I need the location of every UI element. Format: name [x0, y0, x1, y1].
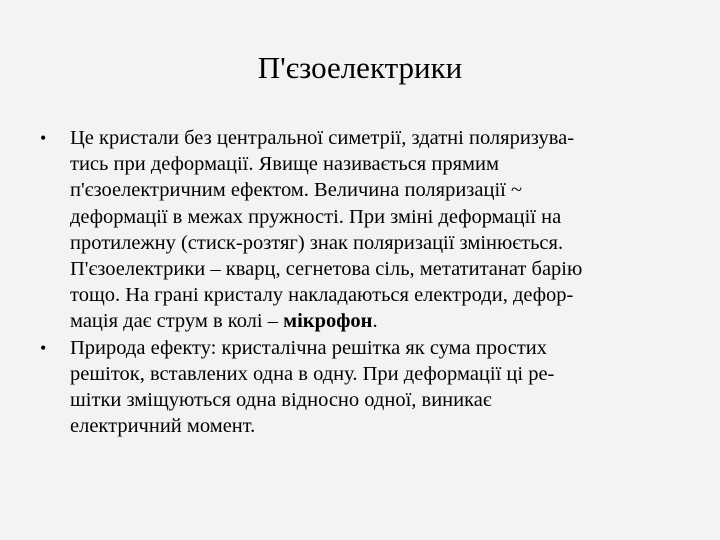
text-line: П'єзоелектрики – кварц, сегнетова сіль, метатитанат барію: [70, 258, 583, 281]
text-line: решіток, вставлених одна в одну. При деформації ці ре-: [70, 362, 555, 385]
bullet-icon: •: [40, 337, 47, 358]
bold-term: мікрофон: [283, 310, 373, 333]
text-line: деформації в межах пружності. При зміні деформації на: [70, 205, 562, 228]
slide-title: П'єзоелектрики: [257, 50, 463, 85]
bullet-item-1: [40, 125, 680, 335]
bullet-item-2: [40, 335, 680, 440]
text-line-last: [70, 308, 680, 334]
text-line: п'єзоелектричним ефектом. Величина поляризації ~: [70, 179, 523, 202]
text-line: електричний момент.: [70, 415, 256, 438]
text-line: шітки зміщуються одна відносно одної, виникає: [70, 389, 492, 412]
text-suffix: .: [372, 310, 378, 333]
text-line: Природа ефекту: кристалічна решітка як сума простих: [70, 336, 547, 359]
text-prefix: мація дає струм в колі –: [70, 310, 284, 333]
text-line: протилежну (стиск-розтяг) знак поляризації змінюється.: [70, 231, 564, 254]
bullet-icon: •: [40, 128, 47, 148]
text-line: тись при деформації. Явище називається прямим: [70, 153, 499, 176]
text-line: Це кристали без центральної симетрії, здатні поляризува-: [70, 127, 575, 149]
text-line: тощо. На грані кристалу накладаються електроди, дефор-: [70, 284, 574, 307]
bullet-list: [40, 125, 680, 439]
